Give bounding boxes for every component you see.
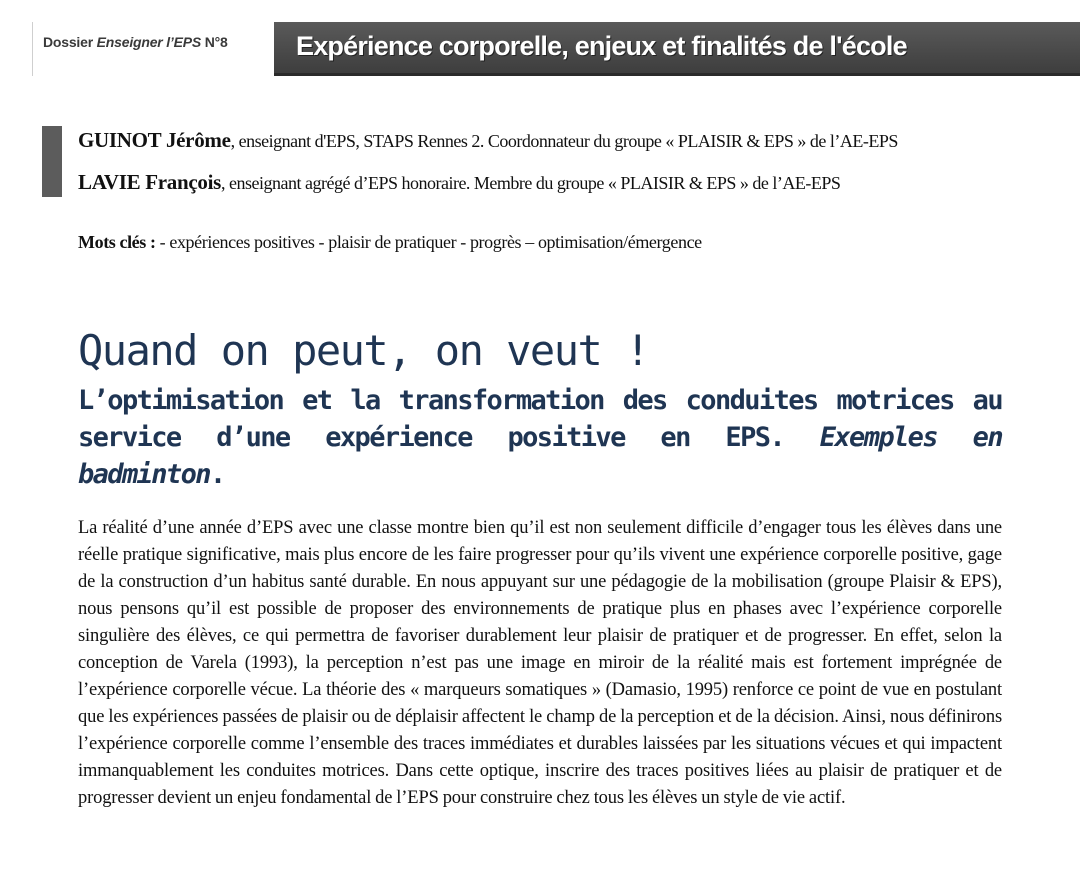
article-subtitle	[78, 382, 1002, 493]
banner-title: Expérience corporelle, enjeux et finalités de l'école	[296, 31, 907, 61]
keywords	[78, 232, 702, 253]
banner	[274, 22, 1080, 76]
authors-accent-bar	[42, 126, 62, 197]
dossier-number: N°8	[201, 34, 228, 50]
dossier-prefix: Dossier	[43, 34, 97, 50]
author-description: , enseignant agrégé d’EPS honoraire. Membre du groupe « PLAISIR & EPS » de l’AE-EPS	[221, 173, 841, 193]
subtitle-italic: Exemples en badminton	[78, 422, 1002, 490]
author-line	[78, 170, 840, 195]
author-name: LAVIE François	[78, 170, 222, 194]
author-description: , enseignant d'EPS, STAPS Rennes 2. Coordonnateur du groupe « PLAISIR & EPS » de l’AE-EPS	[230, 131, 898, 151]
dossier-series: Enseigner l’EPS	[96, 34, 202, 50]
subtitle-end: .	[209, 459, 225, 490]
author-line	[78, 128, 898, 153]
dossier-header	[32, 22, 273, 76]
author-name: GUINOT Jérôme	[78, 128, 231, 152]
subtitle-text: L’optimisation et la transformation des conduites motrices au service d’une expérience positive en EPS.	[78, 385, 1002, 453]
article-title: Quand on peut, on veut !	[78, 326, 649, 375]
article-body: La réalité d’une année d’EPS avec une classe montre bien qu’il est non seulement difficile d’engager tous les élèves dans une réelle pratique significative, mais plus encore de les faire progresser pour qu’ils vivent une expérience corporelle positive, gage de la construction d’un habitus santé durable. En nous appuyant sur une pédagogie de la mobilisation (groupe Plaisir & EPS), nous pensons qu’il est possible de proposer des environnements de pratique plus en phases avec l’expérience corporelle singulière des élèves, ce qui permettra de favoriser durablement leur plaisir de pratiquer et de progresser. En effet, selon la conception de Varela (1993), la perception n’est pas une image en miroir de la réalité mais est fortement imprégnée de l’expérience corporelle vécue. La théorie des « marqueurs somatiques » (Damasio, 1995) renforce ce point de vue en postulant que les expériences passées de plaisir ou de déplaisir affectent le champ de la perception et de la décision. Ainsi, nous définirons l’expérience corporelle comme l’ensemble des traces immédiates et durables laissées par les situations vécues et qui impactent immanquablement les conduites motrices. Dans cette optique, inscrire des traces positives liées au plaisir de pratiquer et de progresser devient un enjeu fondamental de l’EPS pour construire chez tous les élèves un style de vie actif.	[78, 518, 1002, 808]
keywords-text: - expériences positives - plaisir de pratiquer - progrès – optimisation/émergence	[155, 232, 702, 252]
keywords-label: Mots clés :	[78, 232, 156, 252]
dossier-label	[43, 34, 228, 50]
